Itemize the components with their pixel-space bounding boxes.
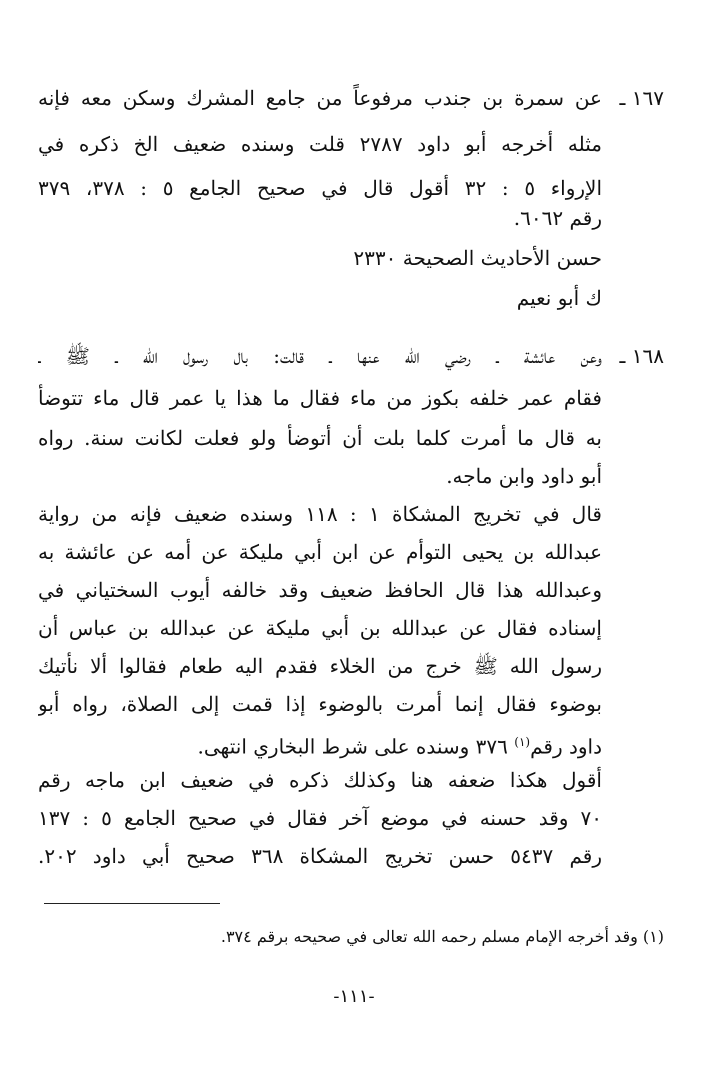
text-line: بوضوء فقال إنما أمرت بالوضوء إذا قمت إلى الصلاة، رواه أبو <box>38 692 602 716</box>
text-line: رقم ٥٤٣٧ حسن تخريج المشكاة ٣٦٨ صحيح أبي داود ٢٠٢. <box>38 844 602 868</box>
text-line: وعبدالله هذا قال الحافظ ضعيف وقد خالفه أيوب السختياني في <box>38 578 602 602</box>
text-line: عبدالله بن يحيى التوأم عن ابن أبي مليكة عن أمه عن عائشة به <box>38 540 602 564</box>
text-line: فقام عمر خلفه بكوز من ماء فقال ما هذا يا عمر قال ماء تتوضأ <box>38 386 602 410</box>
text-line: حسن الأحاديث الصحيحة ٢٣٣٠ <box>353 246 602 270</box>
text-line: رقم ٦٠٦٢. <box>513 206 602 230</box>
entry-first-line: عن سمرة بن جندب مرفوعاً من جامع المشرك وسكن معه فإنه <box>38 86 602 110</box>
text-line: ك أبو نعيم <box>516 286 602 310</box>
page-number: -١١١- <box>333 986 375 1007</box>
text-fragment: ٣٧٦ وسنده على شرط البخاري انتهى. <box>197 734 515 759</box>
entry-number: ١٦٨ ـ <box>619 344 664 368</box>
entry-number: ١٦٧ ـ <box>619 86 664 110</box>
text-line: أبو داود وابن ماجه. <box>446 464 602 488</box>
text-line: قال في تخريج المشكاة ١ : ١١٨ وسنده ضعيف فإنه من رواية <box>38 502 602 526</box>
text-line: مثله أخرجه أبو داود ٢٧٨٧ قلت وسنده ضعيف الخ ذكره في <box>38 132 602 156</box>
text-line: ٧٠ وقد حسنه في موضع آخر فقال في صحيح الجامع ٥ : ١٣٧ <box>38 806 602 830</box>
footnote-divider <box>44 903 220 904</box>
text-line: إسناده فقال عن عبدالله بن أبي مليكة عن عبدالله بن عباس أن <box>38 616 602 640</box>
text-line: أقول هكذا ضعفه هنا وكذلك ذكره في ضعيف ابن ماجه رقم <box>38 768 602 792</box>
text-line-with-footnote-ref <box>38 722 602 762</box>
footnote: (١) وقد أخرجه الإمام مسلم رحمه الله تعالى في صحيحه برقم ٣٧٤. <box>220 927 664 946</box>
text-line: به قال ما أمرت كلما بلت أن أتوضأ ولو فعلت لكانت سنة. رواه <box>38 426 602 450</box>
text-line: الإرواء ٥ : ٣٢ أقول قال في صحيح الجامع ٥ : ٣٧٨، ٣٧٩ <box>38 176 602 200</box>
entry-first-line: وعن عائشة ـ رضي الله عنها ـ قالت: بال رسول الله ـ ﷺ ـ <box>38 344 602 368</box>
text-line: رسول الله ﷺ خرج من الخلاء فقدم اليه طعام فقالوا ألا نأتيك <box>38 654 602 678</box>
text-fragment: داود رقم <box>530 734 602 759</box>
footnote-ref-mark: (١) <box>514 735 531 749</box>
